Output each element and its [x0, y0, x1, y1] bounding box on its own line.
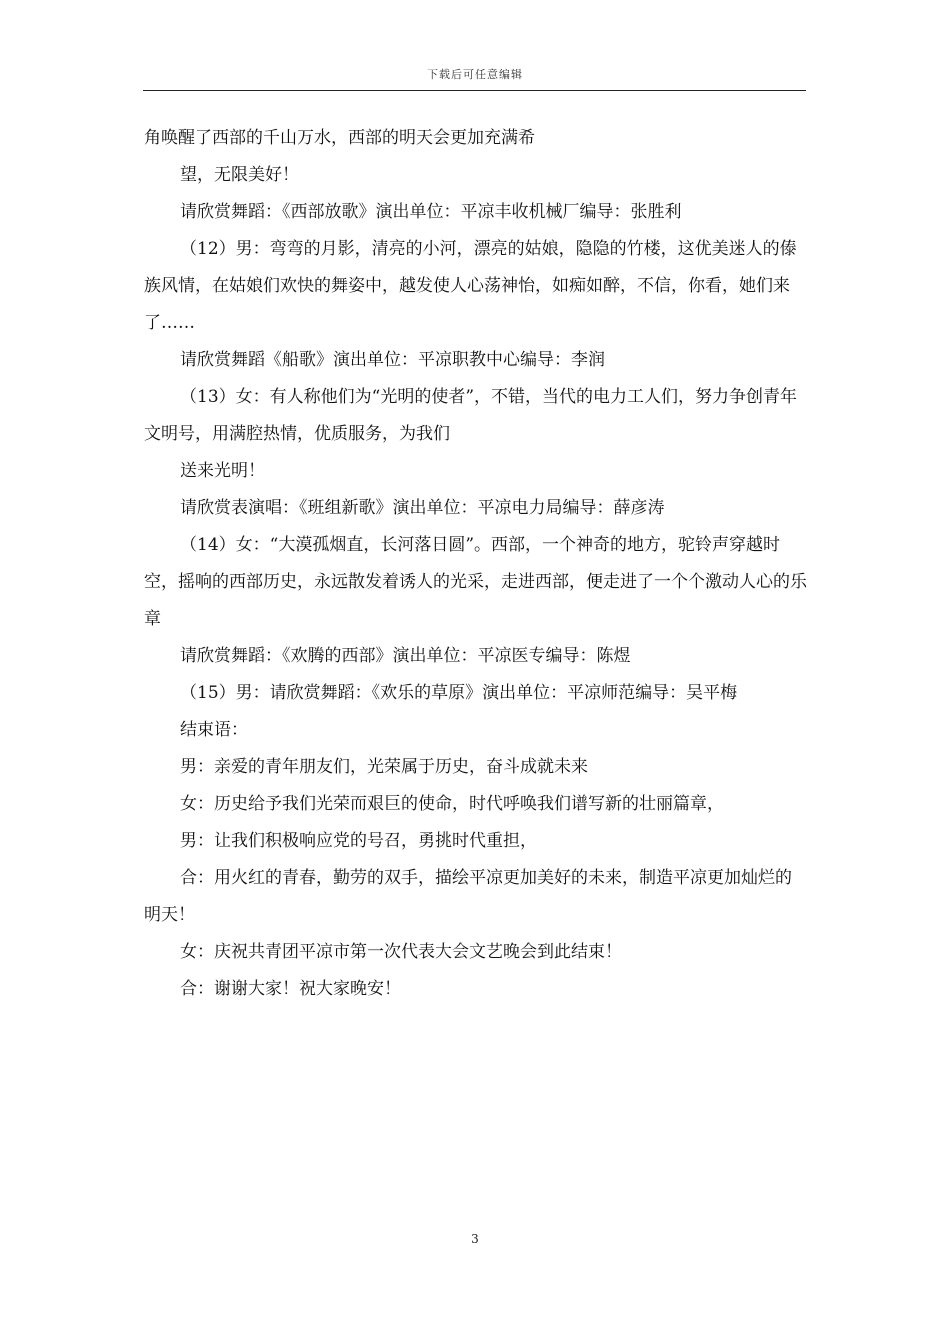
paragraph: 请欣赏舞蹈：《西部放歌》演出单位：平凉丰收机械厂编导：张胜利 [180, 202, 682, 222]
paragraph: 男：亲爱的青年朋友们，光荣属于历史，奋斗成就未来 [180, 757, 588, 777]
page-header-note: 下载后可任意编辑 [427, 68, 523, 81]
paragraph: 结束语： [180, 720, 248, 740]
page-number: 3 [471, 1232, 479, 1246]
paragraph: 角唤醒了西部的千山万水，西部的明天会更加充满希 [144, 128, 535, 148]
paragraph: 合：谢谢大家！祝大家晚安！ [180, 979, 401, 999]
paragraph: 女：庆祝共青团平凉市第一次代表大会文艺晚会到此结束！ [180, 942, 622, 962]
paragraph: 合：用火红的青春，勤劳的双手，描绘平凉更加美好的未来，制造平凉更加灿烂的明天！ [144, 868, 792, 925]
paragraph: 男：让我们积极响应党的号召，勇挑时代重担， [180, 831, 537, 851]
paragraph: 送来光明！ [180, 461, 265, 481]
paragraph: （15）男：请欣赏舞蹈：《欢乐的草原》演出单位：平凉师范编导：吴平梅 [180, 683, 738, 703]
paragraph: （12）男：弯弯的月影，清亮的小河，漂亮的姑娘，隐隐的竹楼，这优美迷人的傣族风情，在姑娘们欢快的舞姿中，越发使人心荡神怡，如痴如醉，不信，你看，她们来了…… [144, 239, 797, 333]
paragraph: 请欣赏表演唱：《班组新歌》演出单位：平凉电力局编导：薛彦涛 [180, 498, 665, 518]
paragraph: 女：历史给予我们光荣而艰巨的使命，时代呼唤我们谱写新的壮丽篇章， [180, 794, 724, 814]
paragraph: 望，无限美好！ [180, 165, 299, 185]
paragraph: 请欣赏舞蹈：《欢腾的西部》演出单位：平凉医专编导：陈煜 [180, 646, 631, 666]
paragraph: （14）女：“大漠孤烟直，长河落日圆”。西部，一个神奇的地方，驼铃声穿越时空，摇响的西部历史，永远散发着诱人的光采，走进西部，便走进了一个个激动人心的乐章 [144, 535, 807, 629]
paragraph: 请欣赏舞蹈《船歌》演出单位：平凉职教中心编导：李润 [180, 350, 605, 370]
document-body [144, 120, 808, 1008]
paragraph: （13）女：有人称他们为“光明的使者”，不错，当代的电力工人们，努力争创青年文明号，用满腔热情，优质服务，为我们 [144, 387, 798, 444]
header-divider [143, 90, 806, 91]
